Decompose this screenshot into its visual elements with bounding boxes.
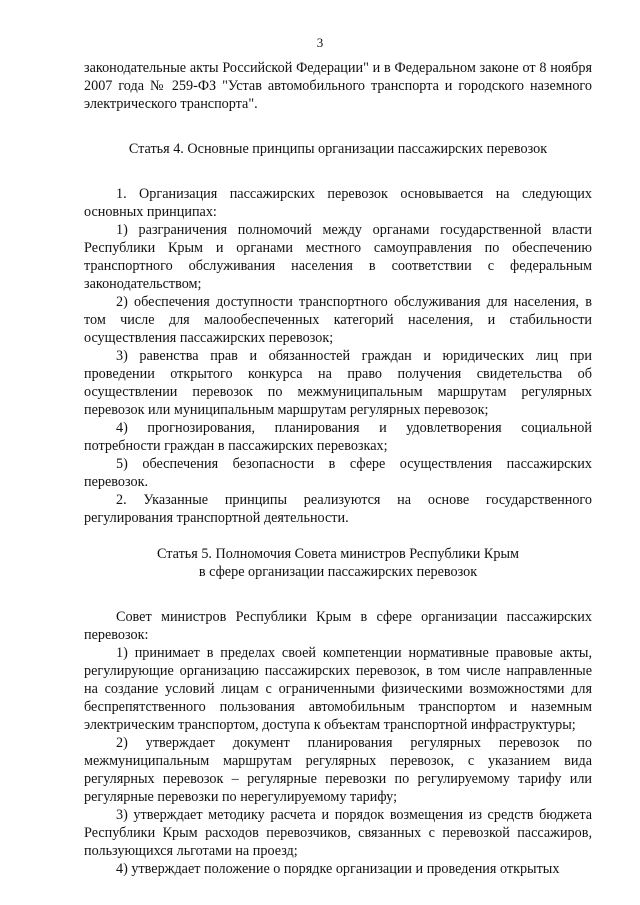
document-body bbox=[84, 59, 592, 878]
article-4-paragraph-2: 2. Указанные принципы реализуются на основе государственного регулирования транспортной деятельности. bbox=[84, 492, 592, 526]
article-5-title-line-2: в сфере организации пассажирских перевозок bbox=[198, 564, 478, 580]
article-4-title: Статья 4. Основные принципы организации пассажирских перевозок bbox=[128, 141, 548, 157]
article-4-paragraph-1: 1. Организация пассажирских перевозок основывается на следующих основных принципах: bbox=[84, 186, 592, 220]
article-5-item-4: 4) утверждает положение о порядке организации и проведения открытых bbox=[116, 861, 560, 877]
article-4-item-3: 3) равенства прав и обязанностей граждан и юридических лиц при проведении открытого конкурса на право получения свидетельства об осуществлении перевозок по межмуниципальным маршрутам регулярных перевозок или муниципальным маршрутам регулярных перевозок; bbox=[84, 348, 592, 418]
article-5-lead: Совет министров Республики Крым в сфере организации пассажирских перевозок: bbox=[84, 609, 592, 643]
article-5-item-2: 2) утверждает документ планирования регулярных перевозок по межмуниципальным маршрутам регулярных перевозок, с указанием вида регулярных перевозок – регулярные перевозки по регулируемому тарифу или регулярные перевозки по нерегулируемому тарифу; bbox=[84, 735, 592, 805]
article-4-item-5: 5) обеспечения безопасности в сфере осуществления пассажирских перевозок. bbox=[84, 456, 592, 490]
article-4-item-1: 1) разграничения полномочий между органами государственной власти Республики Крым и органами местного самоуправления по обеспечению транспортного обслуживания населения в соответствии с федеральным законодательством; bbox=[84, 222, 592, 292]
page-number: 3 bbox=[316, 35, 324, 50]
article-4-item-2: 2) обеспечения доступности транспортного обслуживания для населения, в том числе для малообеспеченных категорий населения, и стабильности осуществления пассажирских перевозок; bbox=[84, 294, 592, 346]
article-4-item-4: 4) прогнозирования, планирования и удовлетворения социальной потребности граждан в пассажирских перевозках; bbox=[84, 420, 592, 454]
intro-paragraph: законодательные акты Российской Федерации" и в Федеральном законе от 8 ноября 2007 года № 259-ФЗ "Устав автомобильного транспорта и городского наземного электрического транспорта". bbox=[84, 60, 592, 112]
article-5-title-line-1: Статья 5. Полномочия Совета министров Республики Крым bbox=[157, 546, 519, 562]
article-5-item-1: 1) принимает в пределах своей компетенции нормативные правовые акты, регулирующие организацию пассажирских перевозок, в том числе направленные на создание условий лицам с ограниченными физическими возможностями для беспрепятственного пользования автомобильным транспортом и наземным электрическим транспортом, доступа к объектам транспортной инфраструктуры; bbox=[84, 645, 592, 733]
article-5-item-3: 3) утверждает методику расчета и порядок возмещения из средств бюджета Республики Крым расходов перевозчиков, связанных с перевозкой пассажиров, пользующихся льготами на проезд; bbox=[84, 807, 592, 859]
